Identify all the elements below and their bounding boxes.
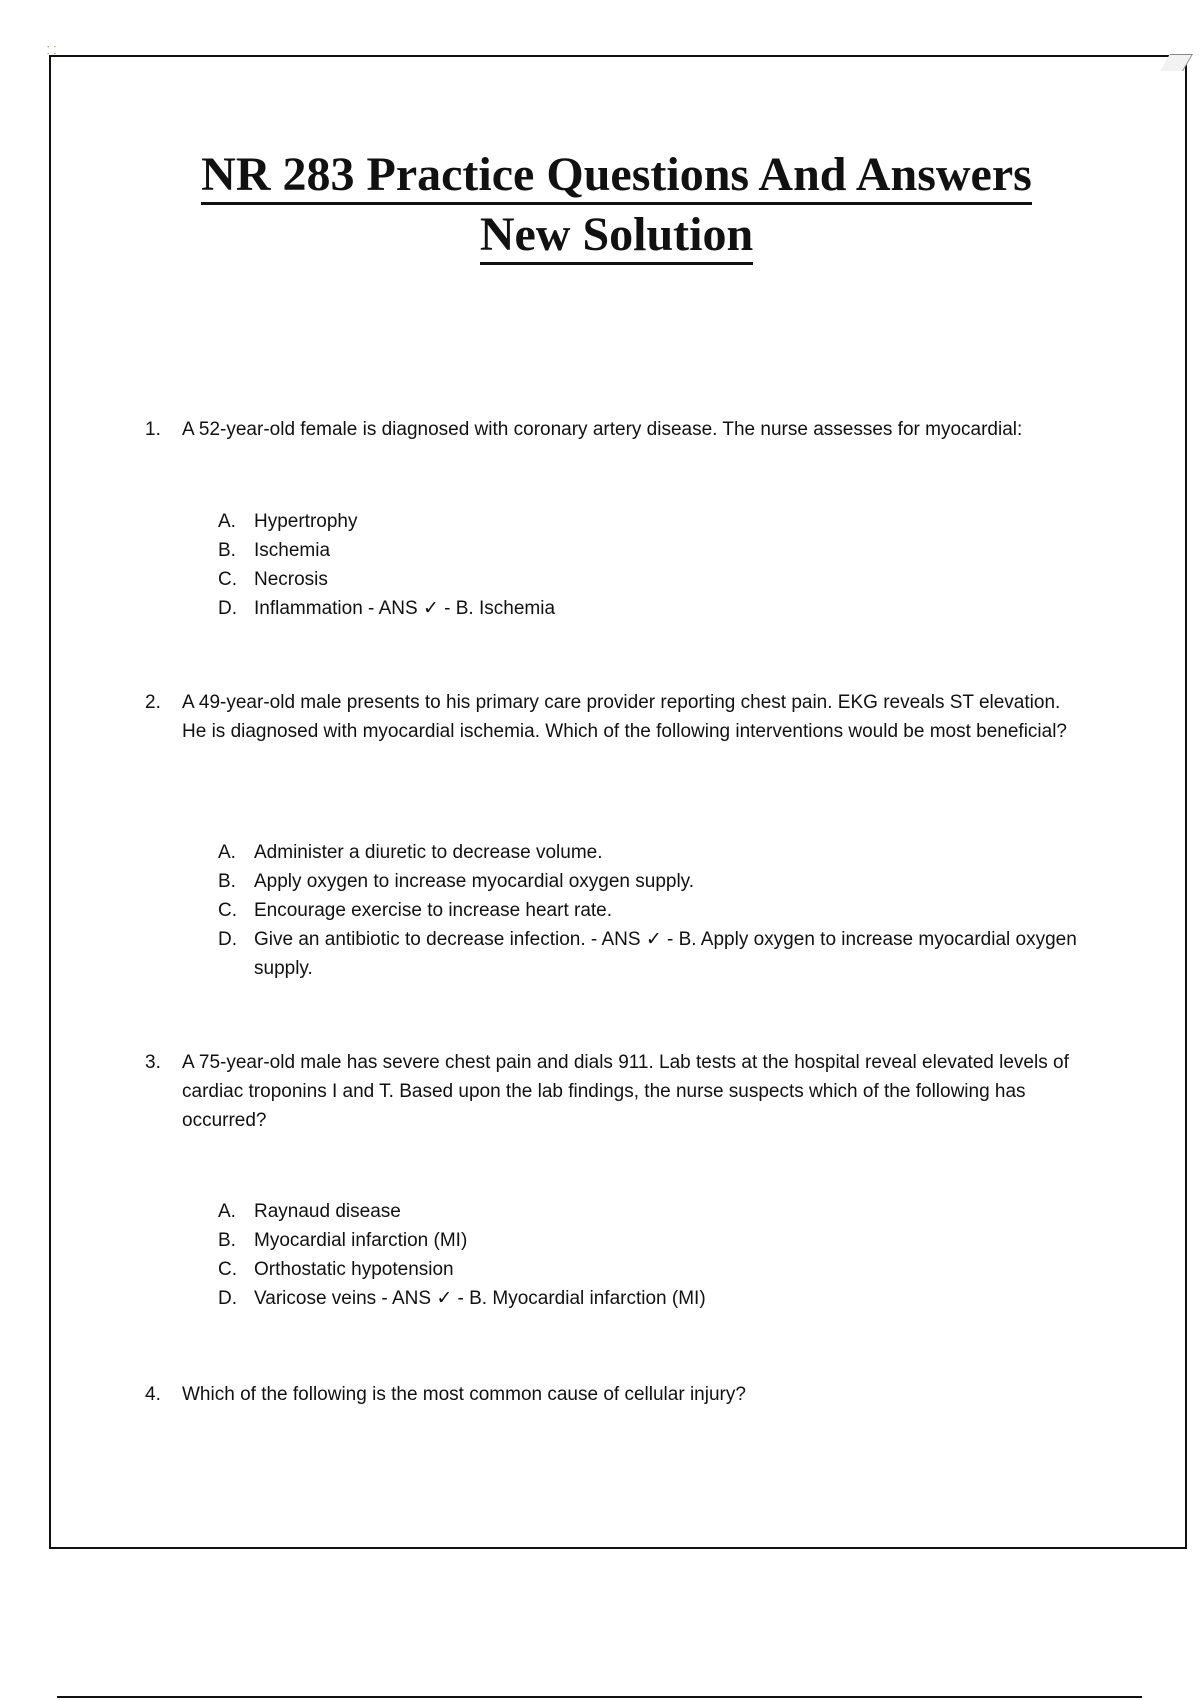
option-letter: C. [218, 1259, 237, 1280]
option-d-answer [218, 594, 1078, 623]
option-letter: C. [218, 900, 237, 921]
question-text: Which of the following is the most common cause of cellular injury? [182, 1384, 746, 1405]
option-letter: C. [218, 569, 237, 590]
option-d-answer [218, 1284, 1078, 1313]
option-a [218, 1197, 1078, 1226]
option-letter: B. [218, 1230, 236, 1251]
question-number: 1. [145, 419, 161, 440]
question-2-options [218, 838, 1078, 983]
page-border [49, 55, 1187, 1549]
option-letter: D. [218, 929, 237, 950]
option-text: Varicose veins - ANS ✓ - B. Myocardial infarction (MI) [254, 1288, 706, 1309]
option-text: Necrosis [254, 569, 328, 590]
option-text: Raynaud disease [254, 1201, 401, 1222]
question-number: 2. [145, 692, 161, 713]
option-letter: B. [218, 540, 236, 561]
option-letter: D. [218, 598, 237, 619]
option-c [218, 1255, 1078, 1284]
question-3-options [218, 1197, 1078, 1313]
question-1 [145, 415, 1085, 444]
option-text: Administer a diuretic to decrease volume. [254, 842, 603, 863]
question-text: A 52-year-old female is diagnosed with coronary artery disease. The nurse assesses for myocardial: [182, 419, 1023, 440]
option-letter: A. [218, 842, 236, 863]
option-text: Encourage exercise to increase heart rate. [254, 900, 613, 921]
option-c [218, 565, 1078, 594]
option-text: Apply oxygen to increase myocardial oxygen supply. [254, 871, 695, 892]
title-line-2: New Solution [480, 208, 753, 265]
option-c [218, 896, 1078, 925]
option-letter: A. [218, 511, 236, 532]
option-a [218, 507, 1078, 536]
document-title [0, 145, 1200, 265]
option-b [218, 1226, 1078, 1255]
option-text: Myocardial infarction (MI) [254, 1230, 468, 1251]
option-letter: B. [218, 871, 236, 892]
option-b [218, 867, 1078, 896]
question-number: 4. [145, 1384, 161, 1405]
question-text: A 49-year-old male presents to his primary care provider reporting chest pain. EKG reveals ST elevation. He is diagnosed with myocardial ischemia. Which of the following interventions would be most beneficial? [182, 692, 1068, 742]
option-a [218, 838, 1078, 867]
option-text: Orthostatic hypotension [254, 1259, 454, 1280]
option-text: Inflammation - ANS ✓ - B. Ischemia [254, 598, 556, 619]
option-text: Ischemia [254, 540, 331, 561]
anchor-icon: ⸬ [47, 45, 57, 57]
question-text: A 75-year-old male has severe chest pain and dials 911. Lab tests at the hospital reveal elevated levels of cardiac troponins I and T. Based upon the lab findings, the nurse suspects which of the following has occurred? [182, 1052, 1069, 1131]
option-text: Give an antibiotic to decrease infection. - ANS ✓ - B. Apply oxygen to increase myocardial oxygen supply. [254, 929, 1077, 979]
option-letter: D. [218, 1288, 237, 1309]
question-4 [145, 1380, 1085, 1409]
page-bottom-divider [57, 1696, 1142, 1698]
question-1-options [218, 507, 1078, 623]
option-d-answer [218, 925, 1078, 983]
title-line-1: NR 283 Practice Questions And Answers [201, 148, 1032, 205]
question-2 [145, 688, 1085, 746]
question-number: 3. [145, 1052, 161, 1073]
question-3 [145, 1048, 1085, 1135]
option-letter: A. [218, 1201, 236, 1222]
option-text: Hypertrophy [254, 511, 358, 532]
option-b [218, 536, 1078, 565]
